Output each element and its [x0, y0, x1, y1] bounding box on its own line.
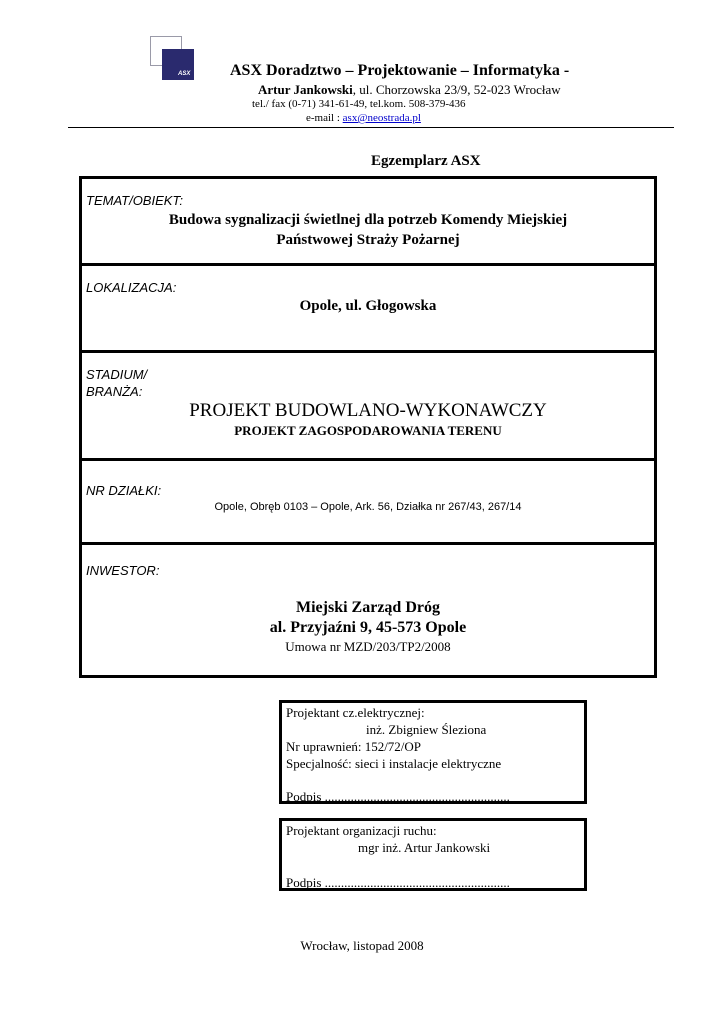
inwestor-address: al. Przyjaźni 9, 45-573 Opole [269, 619, 467, 636]
temat-line2: Państwowej Straży Pożarnej [276, 232, 460, 248]
company-email-line [306, 112, 421, 124]
place-date: Wrocław, listopad 2008 [300, 938, 424, 953]
lokalizacja-value: Opole, ul. Głogowska [299, 298, 437, 314]
stadium-subvalue: PROJEKT ZAGOSPODAROWANIA TERENU [234, 423, 502, 438]
designer1-signature: Podpis ......................................................... [286, 789, 510, 804]
branza-label: BRANŻA: [86, 384, 143, 399]
designer1-specialty: Specjalność: sieci i instalacje elektryczne [286, 756, 502, 771]
stadium-value: PROJEKT BUDOWLANO-WYKONAWCZY [189, 400, 547, 421]
designer2-role: Projektant organizacji ruchu: [286, 823, 437, 838]
section-temat [82, 179, 654, 266]
section-stadium [82, 353, 654, 461]
header-divider [68, 127, 674, 128]
email-link[interactable]: asx@neostrada.pl [342, 112, 421, 124]
company-address [258, 82, 561, 98]
owner-address: , ul. Chorzowska 23/9, 52-023 Wrocław [352, 82, 561, 97]
project-info-box [79, 176, 657, 678]
designer2-signature: Podpis ......................................................... [286, 875, 510, 890]
section-lokalizacja [82, 266, 654, 353]
temat-label: TEMAT/OBIEKT: [86, 193, 184, 208]
company-phones: tel./ fax (0-71) 341-61-49, tel.kom. 508-379-436 [252, 98, 466, 110]
designer2-name: mgr inż. Artur Jankowski [358, 840, 491, 855]
owner-name: Artur Jankowski [258, 82, 353, 97]
dzialki-value: Opole, Obręb 0103 – Opole, Ark. 56, Działka nr 267/43, 267/14 [214, 501, 522, 513]
section-dzialki [82, 461, 654, 545]
designer1-name: inż. Zbigniew Śleziona [366, 722, 487, 737]
company-name: ASX Doradztwo – Projektowanie – Informatyka - [230, 62, 570, 79]
copy-label: Egzemplarz ASX [371, 153, 481, 169]
designer-traffic-box [279, 818, 587, 891]
inwestor-name: Miejski Zarząd Dróg [296, 599, 440, 616]
company-logo [150, 36, 194, 80]
dzialki-label: NR DZIAŁKI: [86, 483, 162, 498]
stadium-label: STADIUM/ [86, 367, 148, 382]
inwestor-contract: Umowa nr MZD/203/TP2/2008 [285, 639, 451, 654]
logo-text: ASX [178, 71, 191, 77]
temat-line1: Budowa sygnalizacji świetlnej dla potrzeb Komendy Miejskiej [168, 212, 568, 228]
designer1-license: Nr uprawnień: 152/72/OP [286, 739, 422, 754]
section-inwestor [82, 545, 654, 675]
email-label: e-mail : [306, 112, 343, 124]
inwestor-label: INWESTOR: [86, 563, 160, 578]
designer-electrical-box [279, 700, 587, 804]
designer1-role: Projektant cz.elektrycznej: [286, 705, 425, 720]
lokalizacja-label: LOKALIZACJA: [86, 280, 177, 295]
